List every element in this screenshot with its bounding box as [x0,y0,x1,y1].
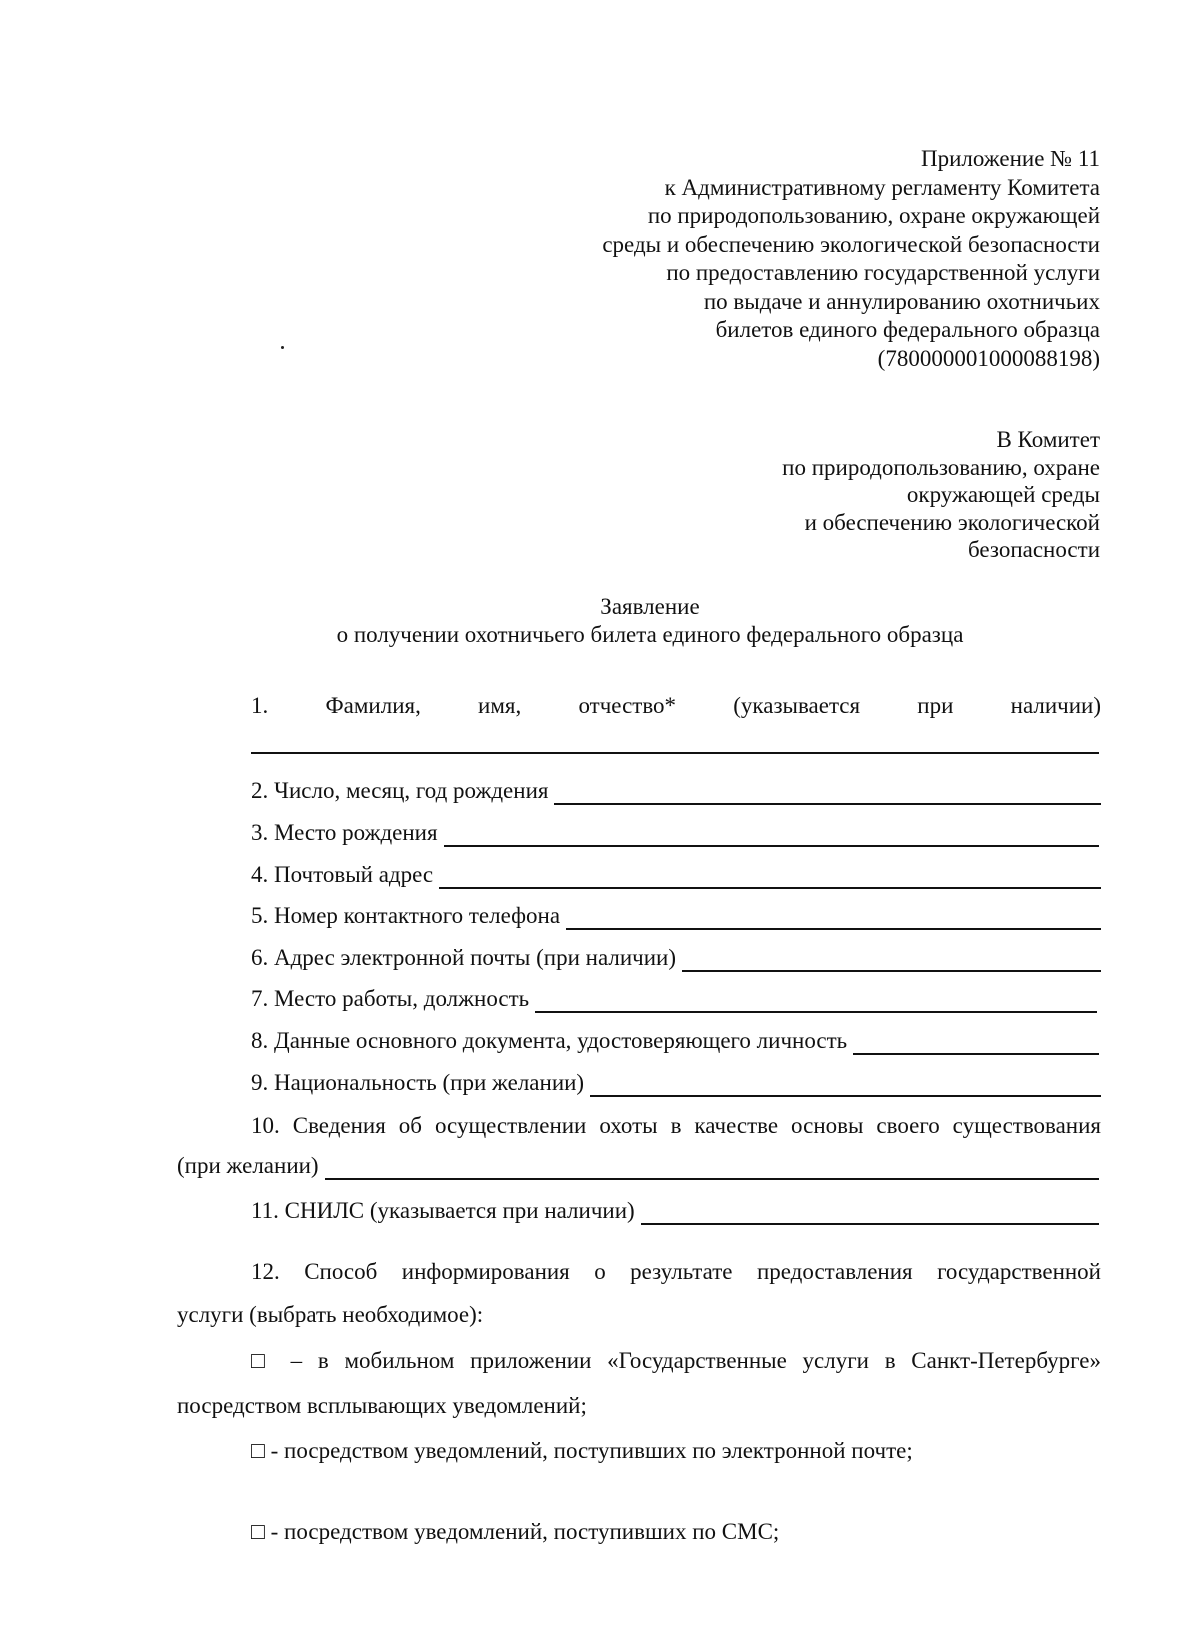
field-nationality [251,1067,1101,1097]
appendix-line: по выдаче и аннулированию охотничьих [703,288,1100,314]
field-birth-date [251,775,1101,805]
item1-word: наличии) [1010,693,1101,718]
field-birth-place [251,817,1099,847]
scan-dot [281,346,284,349]
addressee-line: окружающей среды [906,482,1100,507]
field-label: (при желании) [177,1153,319,1178]
field-snils [251,1195,1099,1225]
option-mobile-app[interactable]: □ – в мобильном приложении «Государственные услуги в Санкт-Петербурге» [251,1348,1101,1373]
field-label: 7. Место работы, должность [251,986,530,1011]
addressee-line: безопасности [967,537,1100,562]
appendix-line: билетов единого федерального образца [715,317,1100,342]
field-label: 4. Почтовый адрес [251,862,434,887]
field-label: 2. Число, месяц, год рождения [251,778,549,803]
snils-blank[interactable] [641,1201,1099,1225]
option-email[interactable]: □ - посредством уведомлений, поступивших по электронной почте; [251,1438,913,1463]
item12-title: 12. Способ информирования о результате предоставления государственной [251,1259,1101,1284]
option-mobile-app-cont: посредством всплывающих уведомлений; [177,1393,587,1418]
addressee-line: по природопользованию, охране [782,454,1100,480]
field-full-name-label [251,692,1101,720]
appendix-line: (780000001000088198) [877,345,1100,371]
appendix-line: Приложение № 11 [920,146,1100,171]
title-heading: Заявление [600,594,700,619]
addressee-block [600,426,1100,564]
appendix-line: к Административному регламенту Комитета [664,174,1100,200]
field-label: 6. Адрес электронной почты (при наличии) [251,945,676,970]
field-label: 8. Данные основного документа, удостоверяющего личность [251,1028,848,1053]
option-sms[interactable]: □ - посредством уведомлений, поступивших по СМС; [251,1519,780,1544]
field-hunting-info-label: 10. Сведения об осуществлении охоты в качестве основы своего существования [251,1113,1101,1138]
nationality-blank[interactable] [590,1073,1101,1097]
phone-blank[interactable] [566,906,1101,930]
item1-word: при [917,693,954,718]
item1-word: отчество* [578,693,677,718]
field-label: 3. Место рождения [251,820,438,845]
id-document-blank[interactable] [853,1031,1099,1055]
field-workplace [251,983,1097,1013]
addressee-line: В Комитет [996,427,1100,452]
appendix-line: по природопользованию, охране окружающей [647,203,1100,228]
document-title [250,593,1050,649]
item1-word: 1. [251,693,269,718]
field-phone [251,900,1101,930]
full-name-blank[interactable] [251,752,1099,754]
birth-date-blank[interactable] [554,781,1101,805]
item1-word: имя, [478,693,522,718]
item1-word: Фамилия, [325,693,421,718]
workplace-blank[interactable] [535,989,1097,1013]
title-subheading: о получении охотничьего билета единого федерального образца [336,622,964,647]
email-blank[interactable] [682,948,1101,972]
birth-place-blank[interactable] [444,823,1099,847]
appendix-line: среды и обеспечению экологической безопасности [602,231,1100,257]
field-label: 9. Национальность (при желании) [251,1070,585,1095]
addressee-line: и обеспечению экологической [804,509,1100,535]
postal-address-blank[interactable] [439,865,1101,889]
field-label: 11. СНИЛС (указывается при наличии) [251,1198,635,1223]
hunting-info-blank[interactable] [325,1156,1099,1180]
item12-subtitle: услуги (выбрать необходимое): [177,1302,484,1327]
appendix-line: по предоставлению государственной услуги [666,260,1100,285]
field-postal-address [251,859,1101,889]
field-email [251,942,1101,972]
field-label: 5. Номер контактного телефона [251,903,561,928]
field-id-document [251,1025,1099,1055]
appendix-header [400,145,1100,373]
item1-word: (указывается [733,693,861,718]
field-hunting-info [177,1150,1099,1180]
